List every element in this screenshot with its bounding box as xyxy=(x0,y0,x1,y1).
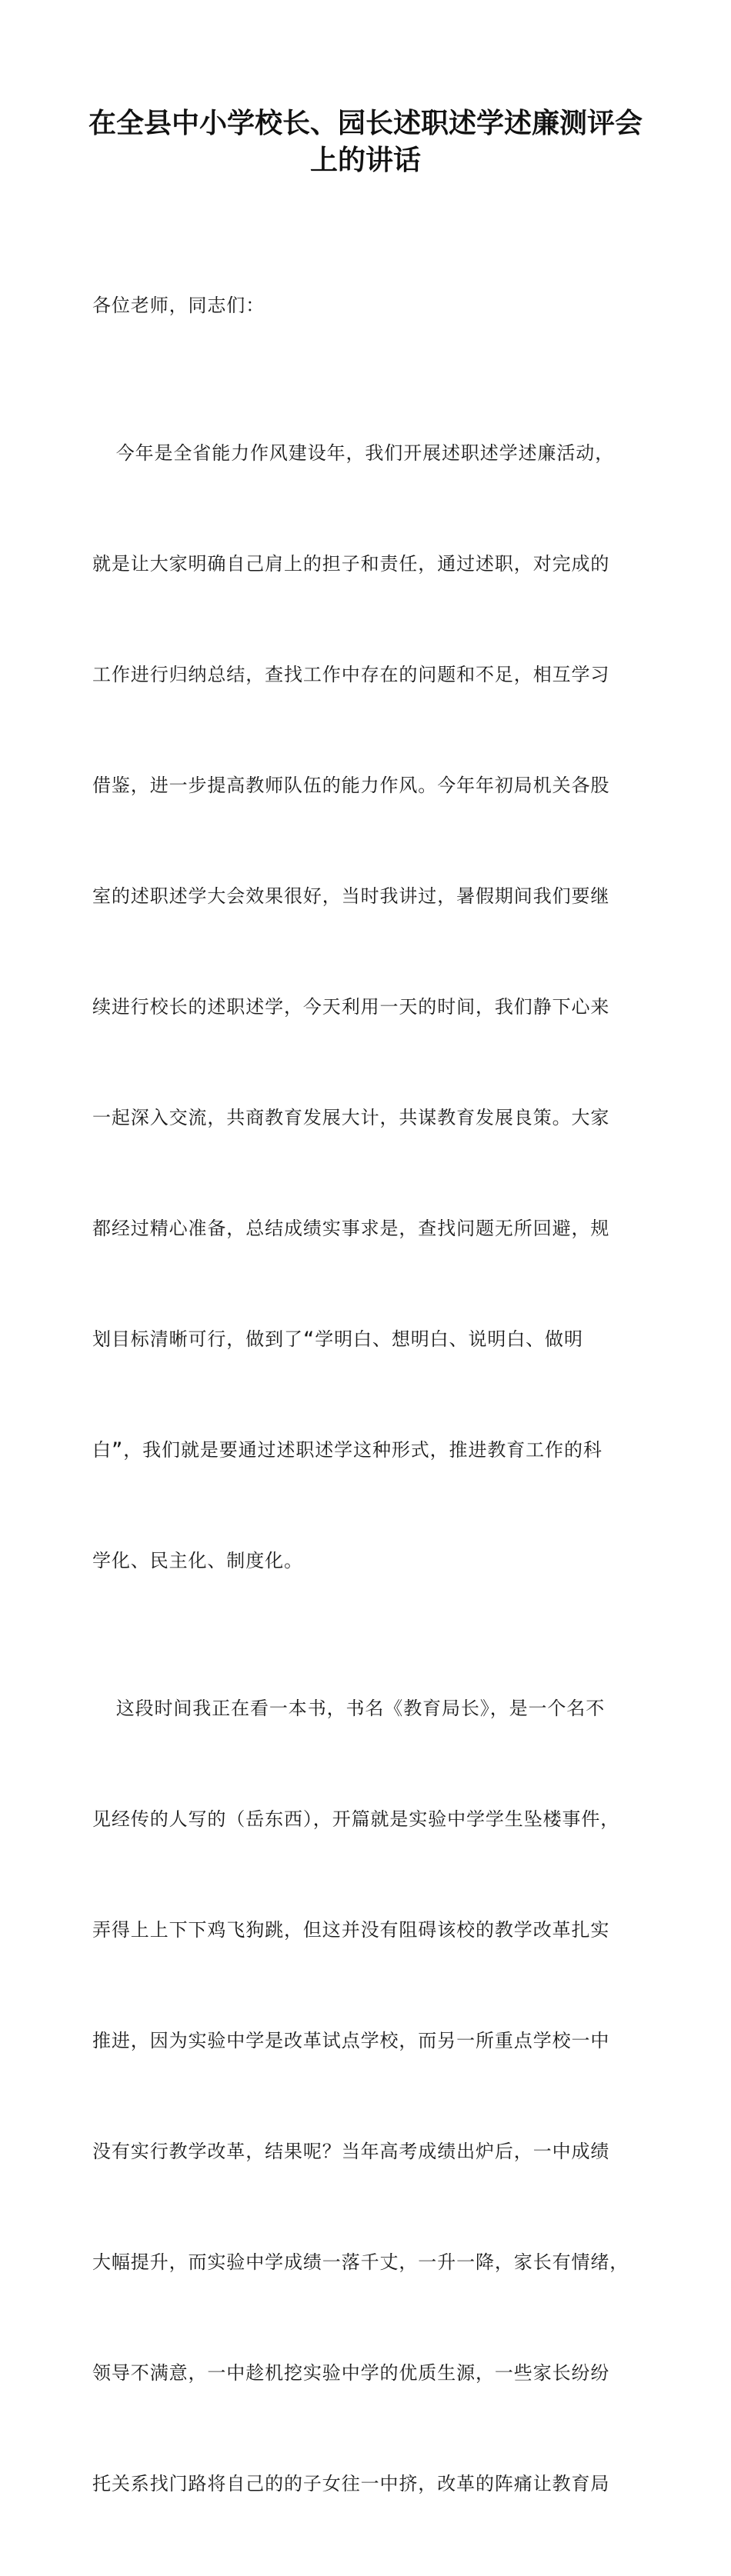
paragraph-1-line: 工作进行归纳总结，查找工作中存在的问题和不足，相互学习 xyxy=(92,664,610,685)
paragraph-2-line: 没有实行教学改革，结果呢？当年高考成绩出炉后，一中成绩 xyxy=(92,2141,610,2162)
paragraph-2-line: 弄得上上下下鸡飞狗跳，但这并没有阻碍该校的教学改革扎实 xyxy=(92,1919,610,1941)
paragraph-2-line: 托关系找门路将自己的的子女往一中挤，改革的阵痛让教育局 xyxy=(92,2473,610,2494)
paragraph-2-line: 大幅提升，而实验中学成绩一落千丈，一升一降，家长有情绪， xyxy=(92,2251,629,2273)
document-title-line-1: 在全县中小学校长、园长述职述学述廉测评会 xyxy=(88,107,643,139)
paragraph-1-line: 一起深入交流，共商教育发展大计，共谋教育发展良策。大家 xyxy=(92,1107,610,1128)
paragraph-1-line: 续进行校长的述职述学，今天利用一天的时间，我们静下心来 xyxy=(92,996,610,1018)
paragraph-1-line: 借鉴，进一步提高教师队伍的能力作风。今年年初局机关各股 xyxy=(92,775,610,796)
paragraph-1-line: 今年是全省能力作风建设年，我们开展述职述学述廉活动， xyxy=(92,442,615,464)
paragraph-1-line: 划目标清晰可行，做到了“学明白、想明白、说明白、做明 xyxy=(92,1328,583,1350)
paragraph-2-line: 领导不满意，一中趁机挖实验中学的优质生源，一些家长纷纷 xyxy=(92,2362,610,2384)
paragraph-1-line: 就是让大家明确自己肩上的担子和责任，通过述职，对完成的 xyxy=(92,553,610,575)
salutation: 各位老师，同志们： xyxy=(92,295,265,316)
paragraph-2-line: 见经传的人写的（岳东西），开篇就是实验中学学生坠楼事件， xyxy=(92,1808,620,1830)
paragraph-2-line: 推进，因为实验中学是改革试点学校，而另一所重点学校一中 xyxy=(92,2030,610,2051)
document-title-line-2: 上的讲话 xyxy=(309,144,421,176)
paragraph-1-line: 室的述职述学大会效果很好，当时我讲过，暑假期间我们要继 xyxy=(92,885,610,907)
paragraph-1-line: 都经过精心准备，总结成绩实事求是，查找问题无所回避，规 xyxy=(92,1218,610,1239)
paragraph-1-line: 白”，我们就是要通过述职述学这种形式，推进教育工作的科 xyxy=(92,1439,602,1461)
paragraph-2-line: 这段时间我正在看一本书，书名《教育局长》，是一个名不 xyxy=(92,1698,606,1719)
document-body xyxy=(92,213,646,2576)
paragraph-1-line: 学化、民主化、制度化。 xyxy=(92,1550,303,1571)
